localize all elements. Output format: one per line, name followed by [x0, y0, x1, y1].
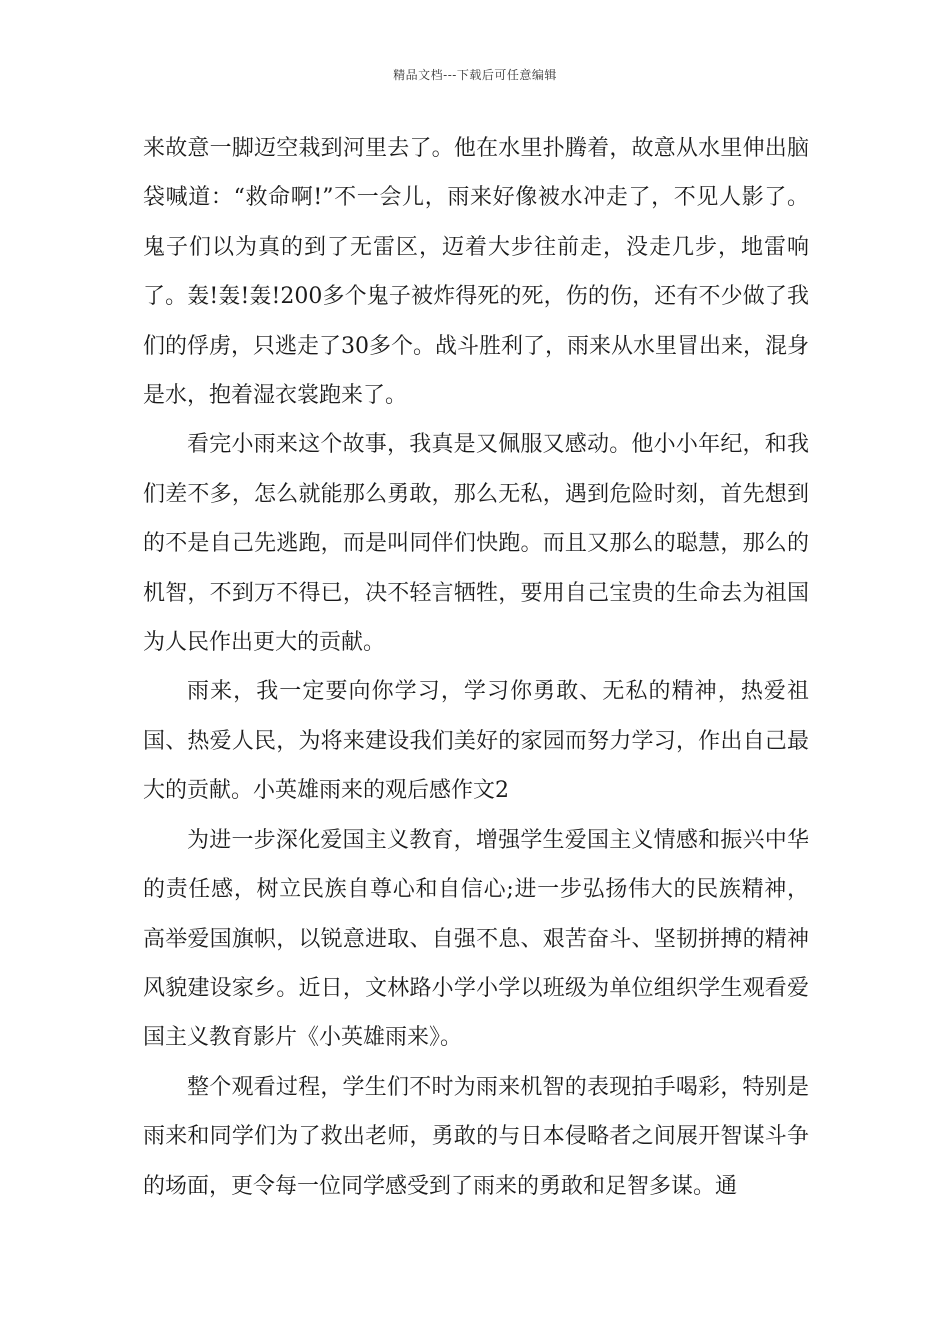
paragraph-4: 为进一步深化爱国主义教育，增强学生爱国主义情感和振兴中华的责任感，树立民族自尊心和自信心;进一步弘扬伟大的民族精神，高举爱国旗帜，以锐意进取、自强不息、艰苦奋斗、坚韧拼搏的精神风貌建设家乡。近日，文林路小学小学以班级为单位组织学生观看爱国主义教育影片《小英雄雨来》。: [143, 827, 809, 1051]
paragraph-1: 来故意一脚迈空栽到河里去了。他在水里扑腾着，故意从水里伸出脑袋喊道：“救命啊!”不一会儿，雨来好像被水冲走了，不见人影了。鬼子们以为真的到了无雷区，迈着大步往前走，没走几步，地雷响了。轰!轰!轰!200多个鬼子被炸得死的死，伤的伤，还有不少做了我们的俘虏，只逃走了30多个。战斗胜利了，雨来从水里冒出来，混身是水，抱着湿衣裳跑来了。: [143, 136, 809, 409]
document-body: [143, 124, 809, 1211]
paragraph-3: 雨来，我一定要向你学习，学习你勇敢、无私的精神，热爱祖国、热爱人民，为将来建设我们美好的家园而努力学习，作出自己最大的贡献。小英雄雨来的观后感作文2: [143, 679, 809, 804]
paragraph-2: 看完小雨来这个故事，我真是又佩服又感动。他小小年纪，和我们差不多，怎么就能那么勇敢，那么无私，遇到危险时刻，首先想到的不是自己先逃跑，而是叫同伴们快跑。而且又那么的聪慧，那么的机智，不到万不得已，决不轻言牺牲，要用自己宝贵的生命去为祖国为人民作出更大的贡献。: [143, 432, 809, 656]
page-header: 精品文档---下载后可任意编辑: [393, 68, 557, 82]
paragraph-5: 整个观看过程，学生们不时为雨来机智的表现拍手喝彩，特别是雨来和同学们为了救出老师，勇敢的与日本侵略者之间展开智谋斗争的场面，更令每一位同学感受到了雨来的勇敢和足智多谋。通: [143, 1074, 809, 1199]
